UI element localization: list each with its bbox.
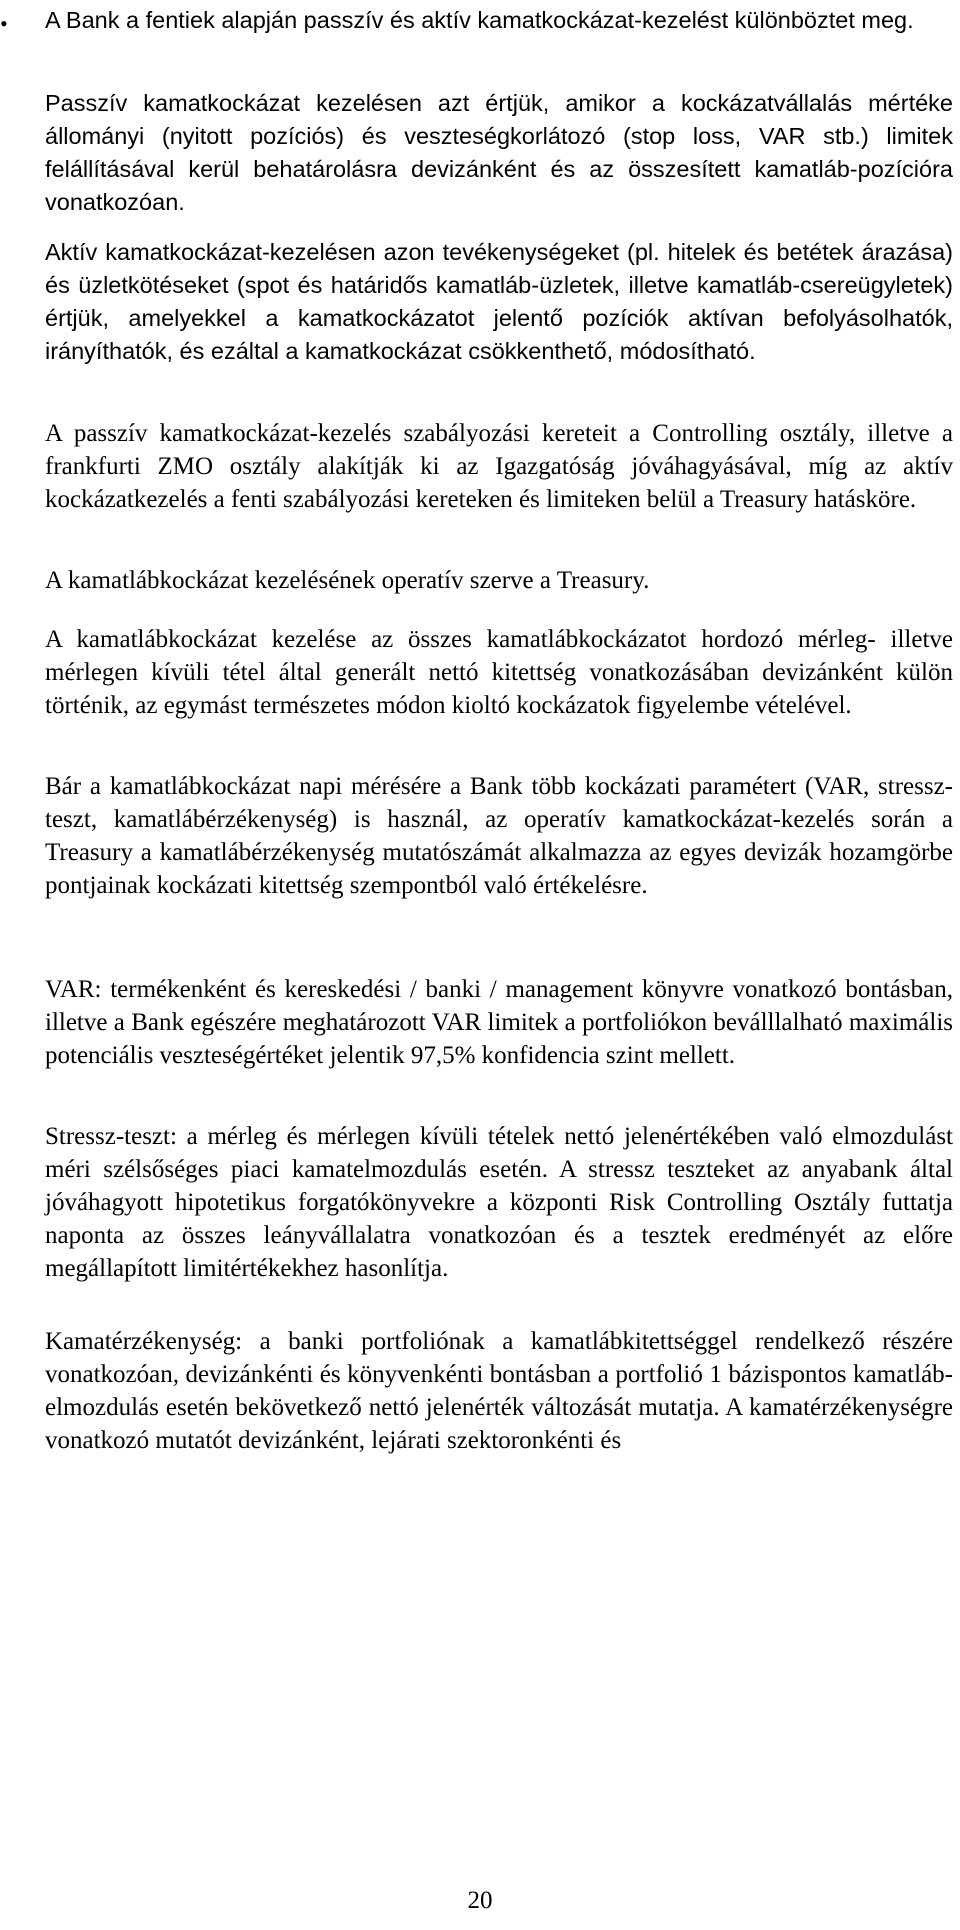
- paragraph-interest-sensitivity: Kamatérzékenység: a banki portfoliónak a kamatlábkitettséggel rendelkező részére vonatkozóan, devizánkénti és könyvenkénti bontásban a portfolió 1 bázispontos kamatláb-elmozdulás esetén bekövetkező nettó jelenérték változását mutatja. A kamatérzékenységre vonatkozó mutatót devizánként, lejárati szektoronkénti és: [45, 1328, 953, 1454]
- paragraph-intro: A Bank a fentiek alapján passzív és aktív kamatkockázat-kezelést különböztet meg.: [45, 7, 914, 33]
- paragraph-risk-parameters: Bár a kamatlábkockázat napi mérésére a Bank több kockázati paramétert (VAR, stressz-teszt, kamatlábérzékenység) is használ, az operatív kamatkockázat-kezelés során a Treasury a kamatlábérzékenység mutatószámát alkalmazza az egyes devizák hozamgörbe pontjainak kockázati kitettség szempontból való értékelésre.: [45, 773, 953, 899]
- paragraph-stress-test: Stressz-teszt: a mérleg és mérlegen kívüli tételek nettó jelenértékében való elmozdulást méri szélsőséges piaci kamatelmozdulás esetén. A stressz teszteket az anyabank által jóváhagyott hipotetikus forgatókönyvekre a központi Risk Controlling Osztály futtatja naponta az összes leányvállalatra vonatkozóan és a tesztek eredményét az előre megállapított limitértékekhez hasonlítja.: [45, 1123, 953, 1282]
- paragraph-var: VAR: termékenként és kereskedési / banki / management könyvre vonatkozó bontásban, illetve a Bank egészére meghatározott VAR limitek a portfoliókon beválllalható maximális potenciális veszteségértéket jelentik 97,5% konfidencia szint mellett.: [45, 976, 953, 1069]
- paragraph-regulatory-framework: A passzív kamatkockázat-kezelés szabályozási kereteit a Controlling osztály, illetve a frankfurti ZMO osztály alakítják ki az Igazgatóság jóváhagyásával, míg az aktív kockázatkezelés a fenti szabályozási kereteken és limiteken belül a Treasury hatásköre.: [45, 420, 953, 513]
- paragraph-operative-body: A kamatlábkockázat kezelésének operatív szerve a Treasury.: [45, 567, 650, 594]
- paragraph-active-definition: Aktív kamatkockázat-kezelésen azon tevékenységeket (pl. hitelek és betétek árazása) és üzletkötéseket (spot és határidős kamatláb-üzletek, illetve kamatláb-csereügyletek) értjük, amelyekkel a kamatkockázatot jelentő pozíciók aktívan befolyásolhatók, irányíthatók, és ezáltal a kamatkockázat csökkenthető, módosítható.: [45, 239, 953, 364]
- paragraph-passive-definition: Passzív kamatkockázat kezelésen azt értjük, amikor a kockázatvállalás mértéke állományi (nyitott pozíciós) és veszteségkorlátozó (stop loss, VAR stb.) limitek felállításával kerül behatárolásra devizánként és az összesített kamatláb-pozícióra vonatkozóan.: [45, 90, 953, 215]
- paragraph-net-exposure: A kamatlábkockázat kezelése az összes kamatlábkockázatot hordozó mérleg- illetve mérlegen kívüli tétel által generált nettó kitettség vonatkozásában devizánként külön történik, az egymást természetes módon kioltó kockázatok figyelembe vételével.: [45, 626, 953, 719]
- page-number: 20: [467, 1887, 493, 1914]
- bullet-marker: •: [0, 11, 8, 36]
